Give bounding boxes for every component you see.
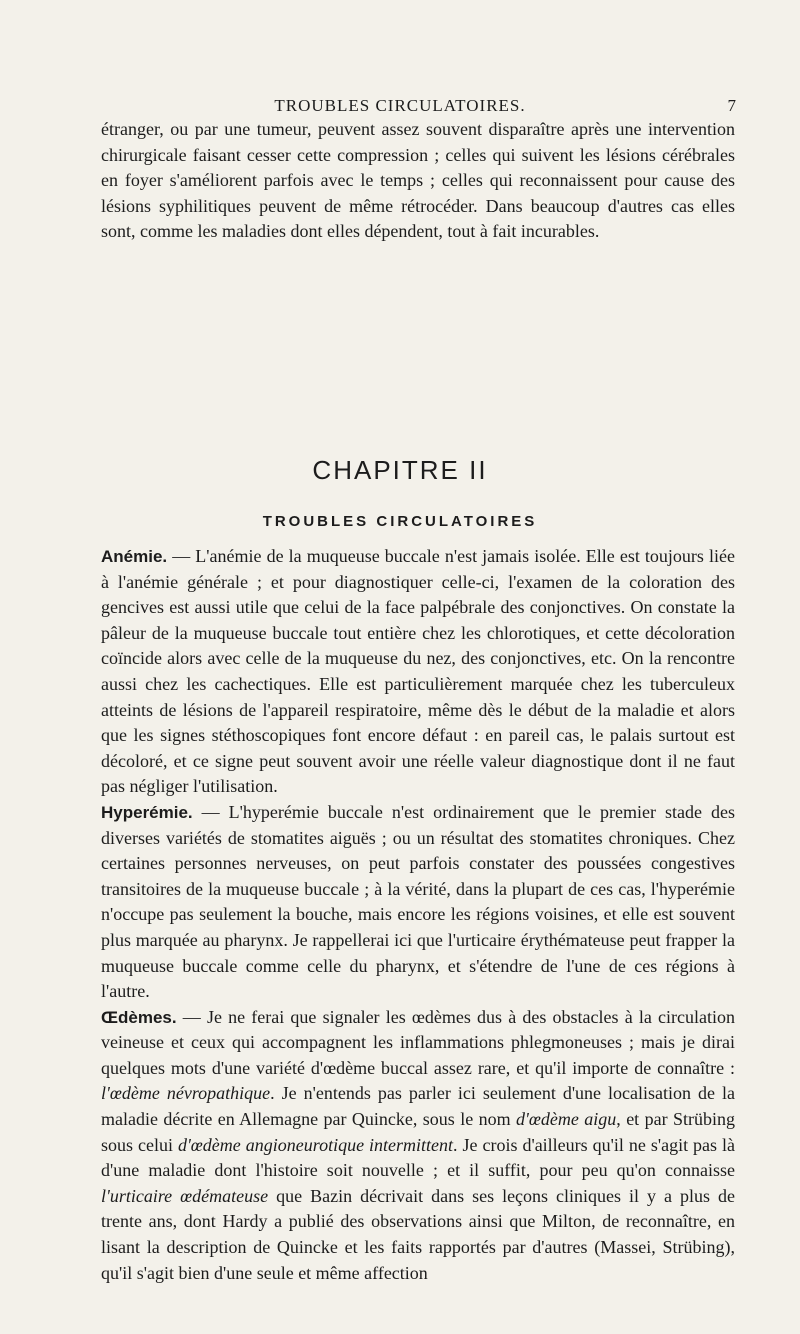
- paragraph-hyperemie: [101, 800, 735, 1005]
- chapter-number: CHAPITRE II: [312, 455, 488, 485]
- italic-oedeme-nevropathique: l'œdème névropathique: [101, 1083, 271, 1104]
- heading-oedemes: Œdèmes.: [101, 1007, 177, 1027]
- text-oedemes-2: . Je n'entends pas parler ici seulement d'une localisation de la maladie décrite en Allemagne par Quincke, sous le nom: [101, 1083, 736, 1130]
- running-title: TROUBLES CIRCULATOIRES.: [274, 96, 526, 115]
- text-oedemes-5: que Bazin décrivait dans ses leçons cliniques il y a plus de trente ans, dont Hardy a publié des observations ainsi que Milton, de reconnaître, en lisant la description de Quincke et les faits rapportés par d'autres (Massei, Strübing), qu'il s'agit bien d'une seule et même affection: [101, 1185, 736, 1283]
- paragraph-anemie: [101, 544, 735, 800]
- chapter-body: [101, 544, 735, 1286]
- paragraph-oedemes: [101, 1005, 735, 1287]
- chapter-title: TROUBLES CIRCULATOIRES: [262, 513, 538, 530]
- intro-paragraph-block: [101, 117, 735, 245]
- text-oedemes-3: , et par Strübing sous celui: [101, 1109, 735, 1155]
- text-hyperemie: — L'hyperémie buccale n'est ordinairement que le premier stade des diverses variétés de stomatites aiguës ; ou un résultat des stomatites chroniques. Chez certaines personnes nerveuses, on peut parfois constater des poussées congestives transitoires de la muqueuse buccale ; à la vérité, dans la plupart de ces cas, l'hyperémie n'occupe pas seulement la bouche, mais encore les régions voisines, et elle est souvent plus marquée au pharynx. Je rappellerai ici que l'urticaire érythémateuse peut frapper la muqueuse buccale comme celle du pharynx, et s'étendre de l'une de ces régions à l'autre.: [101, 801, 735, 1002]
- text-oedemes-4: . Je crois d'ailleurs qu'il ne s'agit pas là d'une maladie dont l'histoire soit nouvelle ; et il suffit, pour peu qu'on connaisse: [101, 1134, 736, 1181]
- italic-oedeme-aigu: d'œdème aigu: [516, 1109, 617, 1130]
- italic-urticaire-oedemateuse: l'urticaire œdémateuse: [101, 1185, 269, 1206]
- page-number: 7: [727, 96, 737, 115]
- italic-oedeme-angioneurotique: d'œdème angioneurotique intermittent: [177, 1134, 454, 1155]
- text-oedemes-1: — Je ne ferai que signaler les œdèmes dus à des obstacles à la circulation veineuse et ceux qui accompagnent les inflammations phlegmoneuses ; mais je dirai quelques mots d'une variété d'œdème buccal assez rare, et qu'il importe de connaître :: [101, 1006, 735, 1078]
- text-anemie: — L'anémie de la muqueuse buccale n'est jamais isolée. Elle est toujours liée à l'anémie générale ; et pour diagnostiquer celle-ci, l'examen de la coloration des gencives est aussi utile que celui de la face palpébrale des conjonctives. On constate la pâleur de la muqueuse buccale tout entière chez les chlorotiques, et cette décoloration coïncide alors avec celle de la muqueuse du nez, des conjonctives, etc. On la rencontre aussi chez les cachectiques. Elle est particulièrement marquée chez les tuberculeux atteints de lésions de l'appareil respiratoire, même dès le début de la maladie et alors que les signes stéthoscopiques font encore défaut : en pareil cas, le palais surtout est décoloré, et ce signe peut souvent avoir une réelle valeur diagnostique dont il ne faut pas négliger l'utilisation.: [101, 546, 735, 797]
- heading-hyperemie: Hyperémie.: [101, 802, 193, 822]
- intro-paragraph: étranger, ou par une tumeur, peuvent assez souvent disparaître après une intervention chirurgicale faisant cesser cette compression ; celles qui suivent les lésions cérébrales en foyer s'améliorent parfois avec le temps ; celles qui reconnaissent pour cause des lésions syphilitiques peuvent de même rétrocéder. Dans beaucoup d'autres cas elles sont, comme les maladies dont elles dépendent, tout à fait incurables.: [101, 119, 735, 242]
- heading-anemie: Anémie.: [101, 547, 168, 566]
